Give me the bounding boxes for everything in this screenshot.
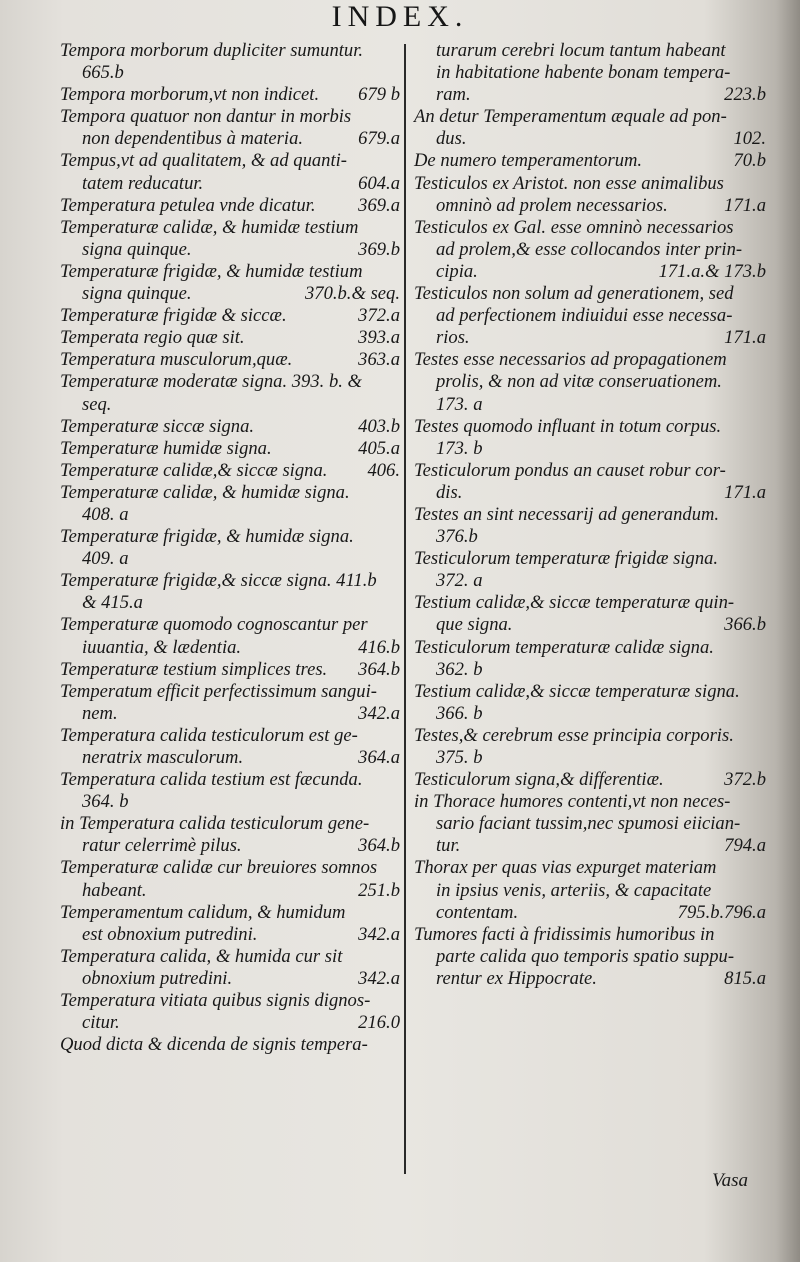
index-entry: [60, 659, 400, 681]
index-entry-reference: 679 b: [358, 84, 400, 106]
index-entry-reference: 70.b: [733, 150, 766, 172]
index-entry: [60, 902, 400, 946]
index-entry-reference: 171.a.& 173.b: [658, 260, 766, 282]
index-entry-text: Temperatura calida, & humida cur sit: [60, 945, 343, 967]
index-entry-text: seq.: [82, 393, 112, 415]
index-entry: [60, 305, 400, 327]
index-entry-reference: 405.a: [358, 437, 400, 459]
index-entry-text: est obnoxium putredini.: [82, 923, 258, 945]
index-entry-reference: 363.a: [358, 349, 400, 371]
index-entry-reference: 815.a: [724, 967, 766, 989]
index-entry: [60, 460, 400, 482]
index-entry: [60, 217, 400, 261]
index-entry-reference: 376.b: [436, 526, 478, 548]
index-entry-text: rentur ex Hippocrate.: [436, 967, 597, 989]
index-entry-text: non dependentibus à materia.: [82, 128, 304, 150]
index-entry-text: iuuantia, & lædentia.: [82, 636, 242, 658]
index-entry-text: Temperaturæ frigidæ, & humidæ signa.: [60, 526, 354, 548]
index-entry-reference: 416.b: [358, 636, 400, 658]
index-entry: [60, 681, 400, 725]
index-entry-text: in habitatione habente bonam tempera-: [436, 62, 731, 84]
index-column-left: [60, 40, 400, 1056]
index-entry-reference: 604.a: [358, 172, 400, 194]
index-entry-text: Temperatum efficit perfectissimum sangui-: [60, 680, 377, 702]
index-entry-text: omninò ad prolem necessarios.: [436, 194, 668, 216]
index-entry: [60, 570, 400, 614]
index-entry-text: Testium calidæ,& siccæ temperaturæ signa.: [414, 680, 740, 702]
index-entry: [414, 416, 766, 460]
index-entry-text: ram.: [436, 84, 471, 106]
index-entry-reference: 403.b: [358, 415, 400, 437]
index-entry-text: Testes,& cerebrum esse principia corporis.: [414, 724, 734, 746]
index-entry-text: dus.: [436, 128, 467, 150]
index-entry: [60, 769, 400, 813]
index-entry: [60, 526, 400, 570]
index-entry-text: Testes esse necessarios ad propagationem: [414, 349, 727, 371]
index-entry-text: Temperatura vitiata quibus signis dignos-: [60, 990, 371, 1012]
index-entry-reference: 794.a: [724, 835, 766, 857]
index-entry-text: ad perfectionem indiuidui esse necessa-: [436, 305, 733, 327]
index-entry-text: Temperaturæ calidæ cur breuiores somnos: [60, 857, 378, 879]
index-entry-text: & 415.a: [82, 592, 143, 614]
index-entry-text: turarum cerebri locum tantum habeant: [436, 40, 726, 61]
index-entry-text: Temperaturæ calidæ, & humidæ testium: [60, 216, 359, 238]
index-entry-text: Temperata regio quæ sit.: [60, 327, 245, 349]
index-entry-text: Temperamentum calidum, & humidum: [60, 901, 346, 923]
index-entry-text: Temperatura calida testium est fæcunda.: [60, 769, 363, 791]
index-entry-text: Temperatura petulea vnde dicatur.: [60, 194, 316, 216]
index-entry: [60, 84, 400, 106]
column-divider: [404, 44, 406, 1174]
index-entry-text: Tumores facti à fridissimis humoribus in: [414, 923, 715, 945]
index-entry: [60, 40, 400, 84]
index-entry: [414, 217, 766, 283]
index-entry: [414, 504, 766, 548]
index-entry-text: Testiculorum pondus an causet robur cor-: [414, 459, 726, 481]
index-entry-text: tatem reducatur.: [82, 172, 204, 194]
index-entry-text: ad prolem,& esse collocandos inter prin-: [436, 238, 743, 260]
index-entry-text: Temperaturæ testium simplices tres.: [60, 658, 328, 680]
index-entry: [414, 769, 766, 791]
index-entry-text: neratrix masculorum.: [82, 747, 244, 768]
index-entry-text: Temperaturæ frigidæ, & humidæ testium: [60, 260, 363, 282]
index-entry-text: signa quinque.: [82, 238, 192, 260]
index-entry-text: dis.: [436, 481, 463, 503]
index-entry-reference: 366. b: [436, 702, 483, 724]
index-entry: [414, 349, 766, 415]
index-entry-reference: 173. b: [436, 437, 483, 459]
index-entry-text: tur.: [436, 835, 461, 857]
index-entry-reference: 171.a: [724, 194, 766, 216]
index-entry-reference: 665.b: [82, 62, 124, 84]
index-entry-text: An detur Temperamentum æquale ad pon-: [414, 106, 727, 128]
index-entry-reference: 364.b: [358, 835, 400, 857]
index-entry-reference: 342.a: [358, 702, 400, 724]
index-entry-text: in Thorace humores contenti,vt non neces-: [414, 791, 731, 813]
index-entry: [60, 416, 400, 438]
index-entry: [414, 637, 766, 681]
index-entry-text: Temperaturæ humidæ signa.: [60, 437, 272, 459]
index-entry-text: nem.: [82, 702, 118, 724]
index-entry-text: Testes quomodo influant in totum corpus.: [414, 415, 722, 437]
index-entry-text: cipia.: [436, 260, 478, 282]
index-entry-text: Temperaturæ calidæ, & humidæ signa.: [60, 481, 350, 503]
index-entry-text: Testes an sint necessarij ad generandum.: [414, 503, 720, 525]
index-entry-text: Temperaturæ siccæ signa.: [60, 415, 255, 437]
index-entry-reference: 408. a: [82, 503, 129, 525]
index-entry-reference: 223.b: [724, 84, 766, 106]
index-entry-reference: 372. a: [436, 570, 483, 592]
index-entry-reference: 173. a: [436, 393, 483, 415]
index-entry: [60, 195, 400, 217]
index-entry-text: Testiculorum signa,& differentiæ.: [414, 769, 664, 791]
index-entry-reference: 370.b.& seq.: [304, 283, 400, 305]
index-entry: [60, 857, 400, 901]
index-entry-text: Testiculorum temperaturæ frigidæ signa.: [414, 548, 719, 570]
index-entry-reference: 372.a: [358, 305, 400, 327]
index-entry-reference: 409. a: [82, 548, 129, 570]
index-entry-text: Tempora morborum,vt non indicet.: [60, 84, 320, 106]
index-entry-text: Testiculorum temperaturæ calidæ signa.: [414, 636, 714, 658]
index-entry-reference: 364. b: [82, 791, 129, 813]
index-entry: [60, 261, 400, 305]
index-entry-reference: 393.a: [358, 327, 400, 349]
index-entry-text: Temperaturæ frigidæ & siccæ.: [60, 305, 287, 327]
index-entry-reference: 171.a: [724, 481, 766, 503]
index-entry: [414, 725, 766, 769]
index-entry-text: Temperatura musculorum,quæ.: [60, 349, 293, 371]
index-entry: [414, 592, 766, 636]
index-entry-text: rios.: [436, 327, 470, 349]
index-entry-text: Testiculos ex Aristot. non esse animalibus: [414, 172, 724, 194]
index-entry-reference: 795.b.796.a: [677, 901, 766, 923]
index-entry-text: signa quinque.: [82, 283, 192, 305]
index-entry: [414, 548, 766, 592]
index-entry-reference: 679.a: [358, 128, 400, 150]
index-entry-text: in Temperatura calida testiculorum gene-: [60, 813, 370, 835]
index-entry: [414, 924, 766, 990]
index-column-right: [414, 40, 766, 990]
index-entry-reference: 342.a: [358, 967, 400, 989]
index-entry: [60, 725, 400, 769]
index-entry-text: Tempus,vt ad qualitatem, & ad quanti-: [60, 150, 347, 172]
index-entry-text: parte calida quo temporis spatio suppu-: [436, 945, 735, 967]
index-entry-reference: 171.a: [724, 327, 766, 349]
index-entry: [60, 327, 400, 349]
index-entry-reference: 369.a: [358, 194, 400, 216]
index-entry-reference: 406.: [367, 459, 400, 481]
page-header: INDEX.: [331, 0, 469, 33]
index-entry-text: Testium calidæ,& siccæ temperaturæ quin-: [414, 592, 735, 614]
index-entry: [60, 438, 400, 460]
index-entry-reference: 364.b: [358, 658, 400, 680]
index-entry-text: Thorax per quas vias expurget materiam: [414, 857, 717, 879]
index-entry-text: Tempora quatuor non dantur in morbis: [60, 106, 352, 128]
index-entry-text: Temperaturæ calidæ,& siccæ signa.: [60, 459, 328, 481]
index-entry: [414, 283, 766, 349]
index-entry-text: obnoxium putredini.: [82, 967, 233, 989]
index-entry: [414, 681, 766, 725]
index-entry: [60, 1034, 400, 1056]
catchword: Vasa: [712, 1170, 748, 1191]
index-entry-reference: 372.b: [724, 769, 766, 791]
index-entry: [60, 150, 400, 194]
index-entry-text: ratur celerrimè pilus.: [82, 835, 242, 857]
index-entry: [414, 173, 766, 217]
index-entry-text: sario faciant tussim,nec spumosi eiician-: [436, 813, 741, 835]
index-entry-reference: 342.a: [358, 923, 400, 945]
index-entry-reference: 362. b: [436, 658, 483, 680]
index-entry: [414, 106, 766, 150]
index-entry: [60, 106, 400, 150]
index-entry: [60, 946, 400, 990]
index-entry-text: citur.: [82, 1012, 120, 1034]
index-entry-reference: 251.b: [358, 879, 400, 901]
index-entry-text: Temperatura calida testiculorum est ge-: [60, 724, 358, 746]
index-entry: [60, 371, 400, 415]
index-entry-text: De numero temperamentorum.: [414, 150, 643, 172]
index-entry-text: Temperaturæ frigidæ,& siccæ signa. 411.b: [60, 570, 377, 592]
index-entry: [60, 813, 400, 857]
index-entry: [414, 150, 766, 172]
index-entry-reference: 366.b: [724, 614, 766, 636]
index-entry-reference: 369.b: [358, 238, 400, 260]
index-entry-text: Temperaturæ moderatæ signa. 393. b. &: [60, 371, 363, 393]
index-entry-text: Temperaturæ quomodo cognoscantur per: [60, 614, 368, 636]
index-entry-text: habeant.: [82, 879, 147, 901]
index-entry: [60, 990, 400, 1034]
index-entry: [60, 482, 400, 526]
index-entry: [414, 791, 766, 857]
index-entry-text: Testiculos non solum ad generationem, sed: [414, 283, 734, 305]
index-entry-reference: 375. b: [436, 747, 483, 768]
index-entry-text: Tempora morborum dupliciter sumuntur.: [60, 40, 364, 61]
index-entry-reference: 364.a: [358, 747, 400, 768]
index-entry-text: contentam.: [436, 901, 519, 923]
index-entry-text: Testiculos ex Gal. esse omninò necessarios: [414, 216, 734, 238]
index-entry: [60, 349, 400, 371]
index-entry: [414, 460, 766, 504]
index-entry-text: Quod dicta & dicenda de signis tempera-: [60, 1034, 368, 1056]
index-entry: [414, 40, 766, 106]
index-entry-reference: 102.: [733, 128, 766, 150]
index-entry: [414, 857, 766, 923]
index-entry: [60, 614, 400, 658]
index-entry-reference: 216.0: [358, 1012, 400, 1034]
index-entry-text: que signa.: [436, 614, 513, 636]
index-entry-text: in ipsius venis, arteriis, & capacitate: [436, 879, 712, 901]
index-entry-text: prolis, & non ad vitæ conseruationem.: [436, 371, 722, 393]
